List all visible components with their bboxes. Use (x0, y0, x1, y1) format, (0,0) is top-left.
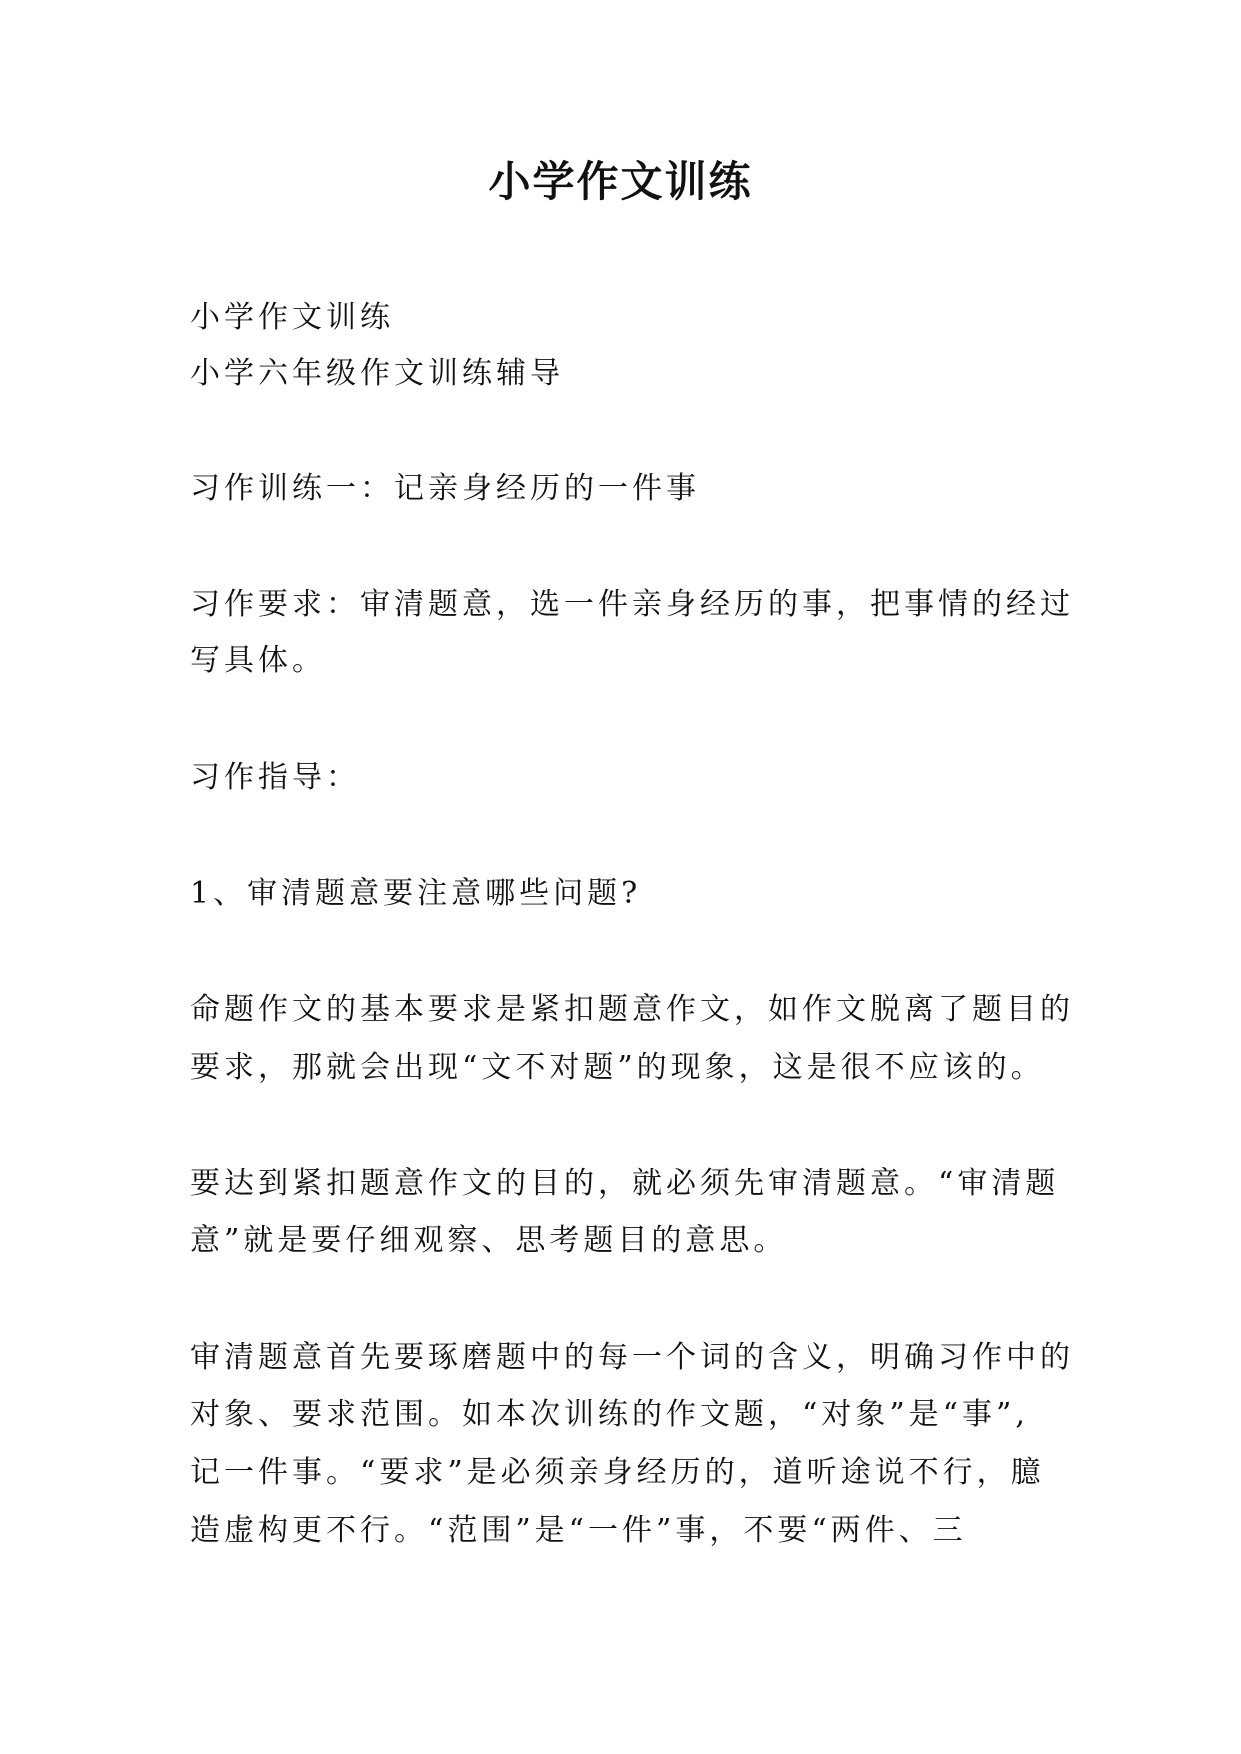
text-line: 要求，那就会出现“文不对题”的现象，这是很不应该的。 (190, 1050, 1045, 1085)
text-line: 要达到紧扣题意作文的目的，就必须先审清题意。“审清题 (190, 1166, 1060, 1201)
document-title: 小学作文训练 (488, 157, 753, 206)
text-line: 小学六年级作文训练辅导 (190, 356, 564, 391)
text-line: 审清题意首先要琢磨题中的每一个词的含义，明确习作中的 (190, 1340, 1074, 1375)
text-line: 对象、要求范围。如本次训练的作文题，“对象”是“事”, (190, 1397, 1029, 1432)
text-line: 造虚构更不行。“范围”是“一件”事，不要“两件、三 (190, 1513, 967, 1548)
text-line: 习作指导： (190, 760, 360, 795)
text-line: 意”就是要仔细观察、思考题目的意思。 (190, 1223, 788, 1258)
text-line: 习作要求：审清题意，选一件亲身经历的事，把事情的经过 (190, 587, 1074, 622)
text-line: 写具体。 (190, 643, 326, 678)
text-line: 命题作文的基本要求是紧扣题意作文，如作文脱离了题目的 (190, 992, 1074, 1027)
text-line: 小学作文训练 (190, 300, 394, 335)
text-line: 习作训练一：记亲身经历的一件事 (190, 471, 700, 506)
text-line: 1、审清题意要注意哪些问题? (190, 876, 642, 911)
text-line: 记一件事。“要求”是必须亲身经历的，道听途说不行，臆 (190, 1455, 1045, 1490)
